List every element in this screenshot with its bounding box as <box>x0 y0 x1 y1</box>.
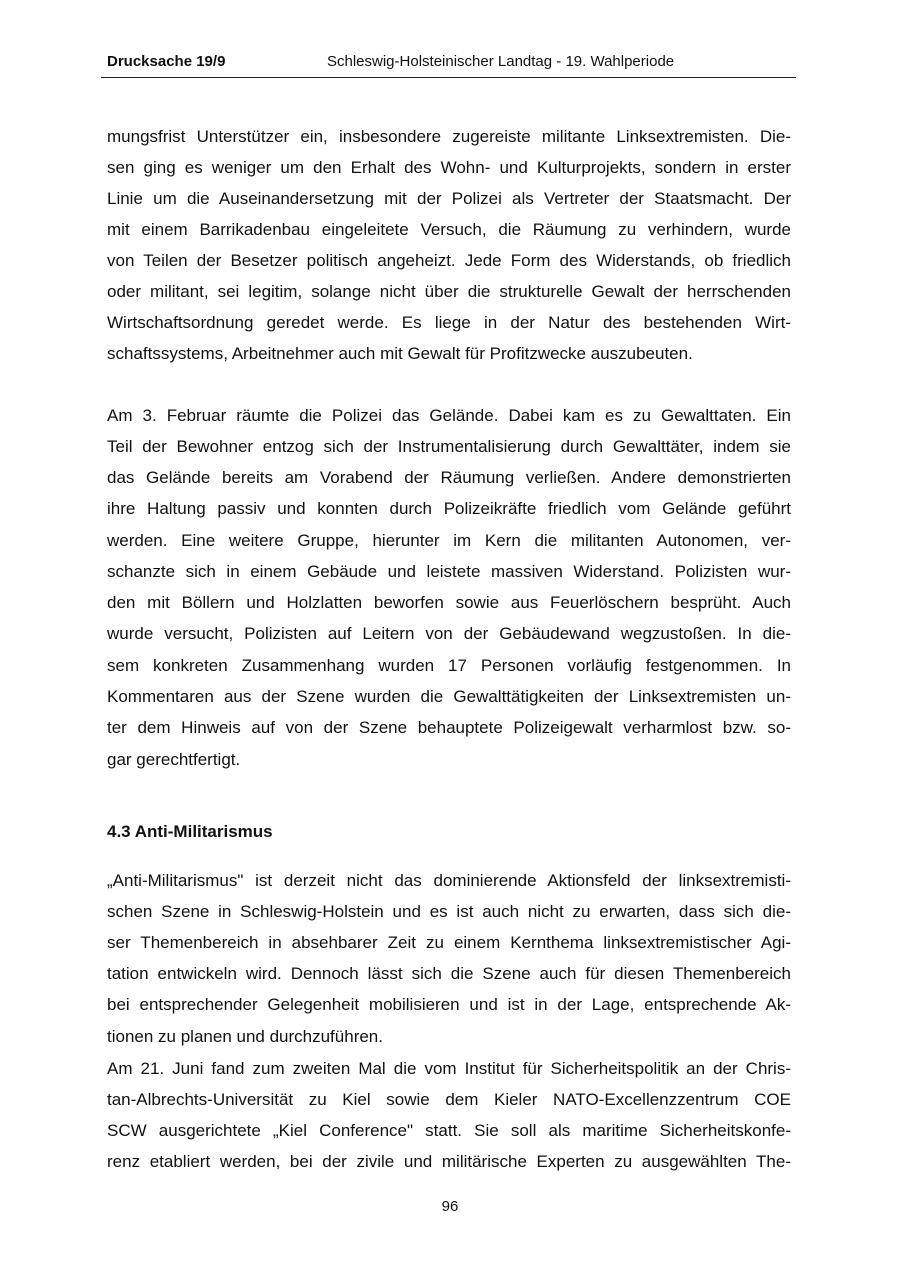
section-paragraph-2-line: tan-Albrechts-Universität zu Kiel sowie dem Kieler NATO-Excellenzzentrum COE <box>107 1090 791 1109</box>
paragraph-1-line: sen ging es weniger um den Erhalt des Wohn- und Kulturprojekts, sondern in erster <box>107 158 791 177</box>
paragraph-2-line: das Gelände bereits am Vorabend der Räumung verließen. Andere demonstrierten <box>107 468 791 487</box>
section-paragraph-2-line: Am 21. Juni fand zum zweiten Mal die vom Institut für Sicherheitspolitik an der Chris- <box>107 1059 791 1078</box>
section-paragraph-1-line: ser Themenbereich in absehbarer Zeit zu einem Kernthema linksextremistischer Agi- <box>107 933 791 952</box>
paragraph-2-line: werden. Eine weitere Gruppe, hierunter im Kern die militanten Autonomen, ver- <box>107 531 791 550</box>
paragraph-2-line: Teil der Bewohner entzog sich der Instrumentalisierung durch Gewalttäter, indem sie <box>107 437 791 456</box>
section-paragraph-1-line: schen Szene in Schleswig-Holstein und es ist auch nicht zu erwarten, dass sich die- <box>107 902 791 921</box>
section-heading: 4.3 Anti-Militarismus <box>107 822 273 841</box>
header-title: Schleswig-Holsteinischer Landtag - 19. Wahlperiode <box>327 53 675 70</box>
paragraph-1-line: oder militant, sei legitim, solange nicht über die strukturelle Gewalt der herrschenden <box>107 282 791 301</box>
paragraph-1-line: Wirtschaftsordnung geredet werde. Es liege in der Natur des bestehenden Wirt- <box>107 313 791 332</box>
paragraph-1-line: von Teilen der Besetzer politisch angeheizt. Jede Form des Widerstands, ob friedlich <box>107 251 791 270</box>
section-paragraph-1-line: bei entsprechender Gelegenheit mobilisieren und ist in der Lage, entsprechende Ak- <box>107 995 791 1014</box>
paragraph-2-line: Kommentaren aus der Szene wurden die Gewalttätigkeiten der Linksextremisten un- <box>107 687 791 706</box>
section-paragraph-1-line: tation entwickeln wird. Dennoch lässt sich die Szene auch für diesen Themenbereich <box>107 964 791 983</box>
paragraph-2-line: schanzte sich in einem Gebäude und leistete massiven Widerstand. Polizisten wur- <box>107 562 791 581</box>
section-paragraph-2-line: renz etabliert werden, bei der zivile und militärische Experten zu ausgewählten The- <box>107 1152 791 1171</box>
paragraph-2-line: ter dem Hinweis auf von der Szene behauptete Polizeigewalt verharmlost bzw. so- <box>107 718 791 737</box>
page-header <box>101 50 796 78</box>
document-id: Drucksache 19/9 <box>107 53 226 70</box>
page-number: 96 <box>441 1198 459 1215</box>
paragraph-1-line: mit einem Barrikadenbau eingeleitete Versuch, die Räumung zu verhindern, wurde <box>107 220 791 239</box>
section-paragraph-1-line: „Anti-Militarismus" ist derzeit nicht das dominierende Aktionsfeld der linksextremisti- <box>107 871 791 890</box>
paragraph-2-line: den mit Böllern und Holzlatten beworfen sowie aus Feuerlöschern besprüht. Auch <box>107 593 791 612</box>
section-paragraph-2-line: SCW ausgerichtete „Kiel Conference" statt. Sie soll als maritime Sicherheitskonfe- <box>107 1121 791 1140</box>
paragraph-2-line: Am 3. Februar räumte die Polizei das Gelände. Dabei kam es zu Gewalttaten. Ein <box>107 406 791 425</box>
section-paragraph-1-line: tionen zu planen und durchzuführen. <box>107 1027 383 1046</box>
paragraph-2-line: sem konkreten Zusammenhang wurden 17 Personen vorläufig festgenommen. In <box>107 656 791 675</box>
paragraph-1-line: Linie um die Auseinandersetzung mit der Polizei als Vertreter der Staatsmacht. Der <box>107 189 791 208</box>
paragraph-2-line: wurde versucht, Polizisten auf Leitern von der Gebäudewand wegzustoßen. In die- <box>107 624 791 643</box>
paragraph-2-line: gar gerechtfertigt. <box>107 750 241 769</box>
paragraph-1-line: mungsfrist Unterstützer ein, insbesondere zugereiste militante Linksextremisten. Die- <box>107 127 791 146</box>
paragraph-2-line: ihre Haltung passiv und konnten durch Polizeikräfte friedlich vom Gelände geführt <box>107 499 791 518</box>
paragraph-1-line: schaftssystems, Arbeitnehmer auch mit Gewalt für Profitzwecke auszubeuten. <box>107 344 693 363</box>
